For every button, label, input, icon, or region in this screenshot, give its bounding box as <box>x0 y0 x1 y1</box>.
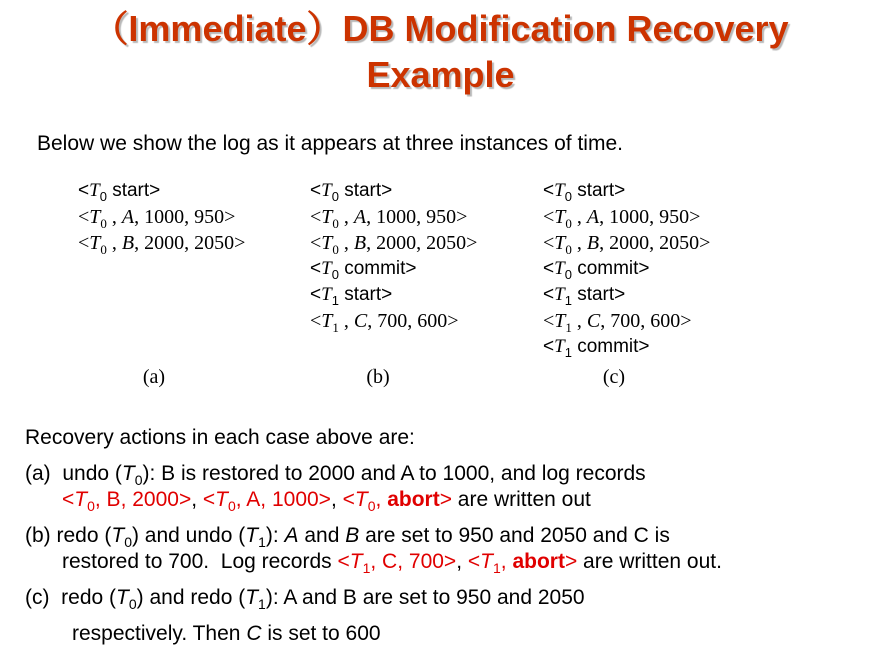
log-b-line-2: $<T_0$ , A, 1000, 950> <box>310 206 468 231</box>
case-c-line-2: respectively. Then C is set to 600 <box>72 622 381 645</box>
log-c-line-5: $<T_1$ start> <box>543 284 626 308</box>
case-a-line-1: (a) undo $(T_0)$: B is restored to 2000 and A to 1000, and log records <box>25 462 646 488</box>
log-c-line-3: $<T_0$ , B, 2000, 2050> <box>543 232 711 257</box>
log-c-line-7: $<T_1$ commit> <box>543 336 650 360</box>
log-a-line-1: $<T_0$ start> <box>78 180 161 204</box>
log-c-line-4: $<T_0$ commit> <box>543 258 650 282</box>
case-b-line-2: restored to 700. Log records $<T_1$, C, 700>, $<T_1$, abort> are written out. <box>62 550 722 576</box>
log-b-line-3: $<T_0$ , B, 2000, 2050> <box>310 232 478 257</box>
log-b <box>310 178 477 334</box>
case-a-line-2: $<T_0$, B, 2000>, $<T_0$, A, 1000>, $<T_0$, abort> are written out <box>62 488 591 514</box>
slide-title <box>0 6 881 98</box>
log-c-line-1: $<T_0$ start> <box>543 180 626 204</box>
caption-b: (b) <box>366 366 390 388</box>
log-b-line-1: $<T_0$ start> <box>310 180 393 204</box>
log-b-line-4: $<T_0$ commit> <box>310 258 417 282</box>
log-b-line-5: $<T_1$ start> <box>310 284 393 308</box>
intro-text: Below we show the log as it appears at three instances of time. <box>37 132 623 155</box>
log-a <box>78 178 245 256</box>
case-c-line-1: (c) redo $(T_0)$ and redo $(T_1)$: A and B are set to 950 and 2050 <box>25 586 585 612</box>
log-a-line-2: $<T_0$ , A, 1000, 950> <box>78 206 236 231</box>
log-c-line-2: $<T_0$ , A, 1000, 950> <box>543 206 701 231</box>
caption-a: (a) <box>142 366 166 388</box>
log-c-line-6: $<T_1$ , C, 700, 600> <box>543 310 692 335</box>
case-b-line-1: (b) redo $(T_0)$ and undo $(T_1)$: A and B are set to 950 and 2050 and C is <box>25 524 670 550</box>
title-line-1: （Immediate）DB Modification Recovery <box>92 8 789 49</box>
log-c <box>543 178 710 360</box>
recovery-heading: Recovery actions in each case above are: <box>25 426 415 449</box>
log-b-line-6: $<T_1$ , C, 700, 600> <box>310 310 459 335</box>
title-line-2: Example <box>366 54 515 95</box>
caption-c: (c) <box>602 366 626 388</box>
log-a-line-3: $<T_0$ , B, 2000, 2050> <box>78 232 246 257</box>
